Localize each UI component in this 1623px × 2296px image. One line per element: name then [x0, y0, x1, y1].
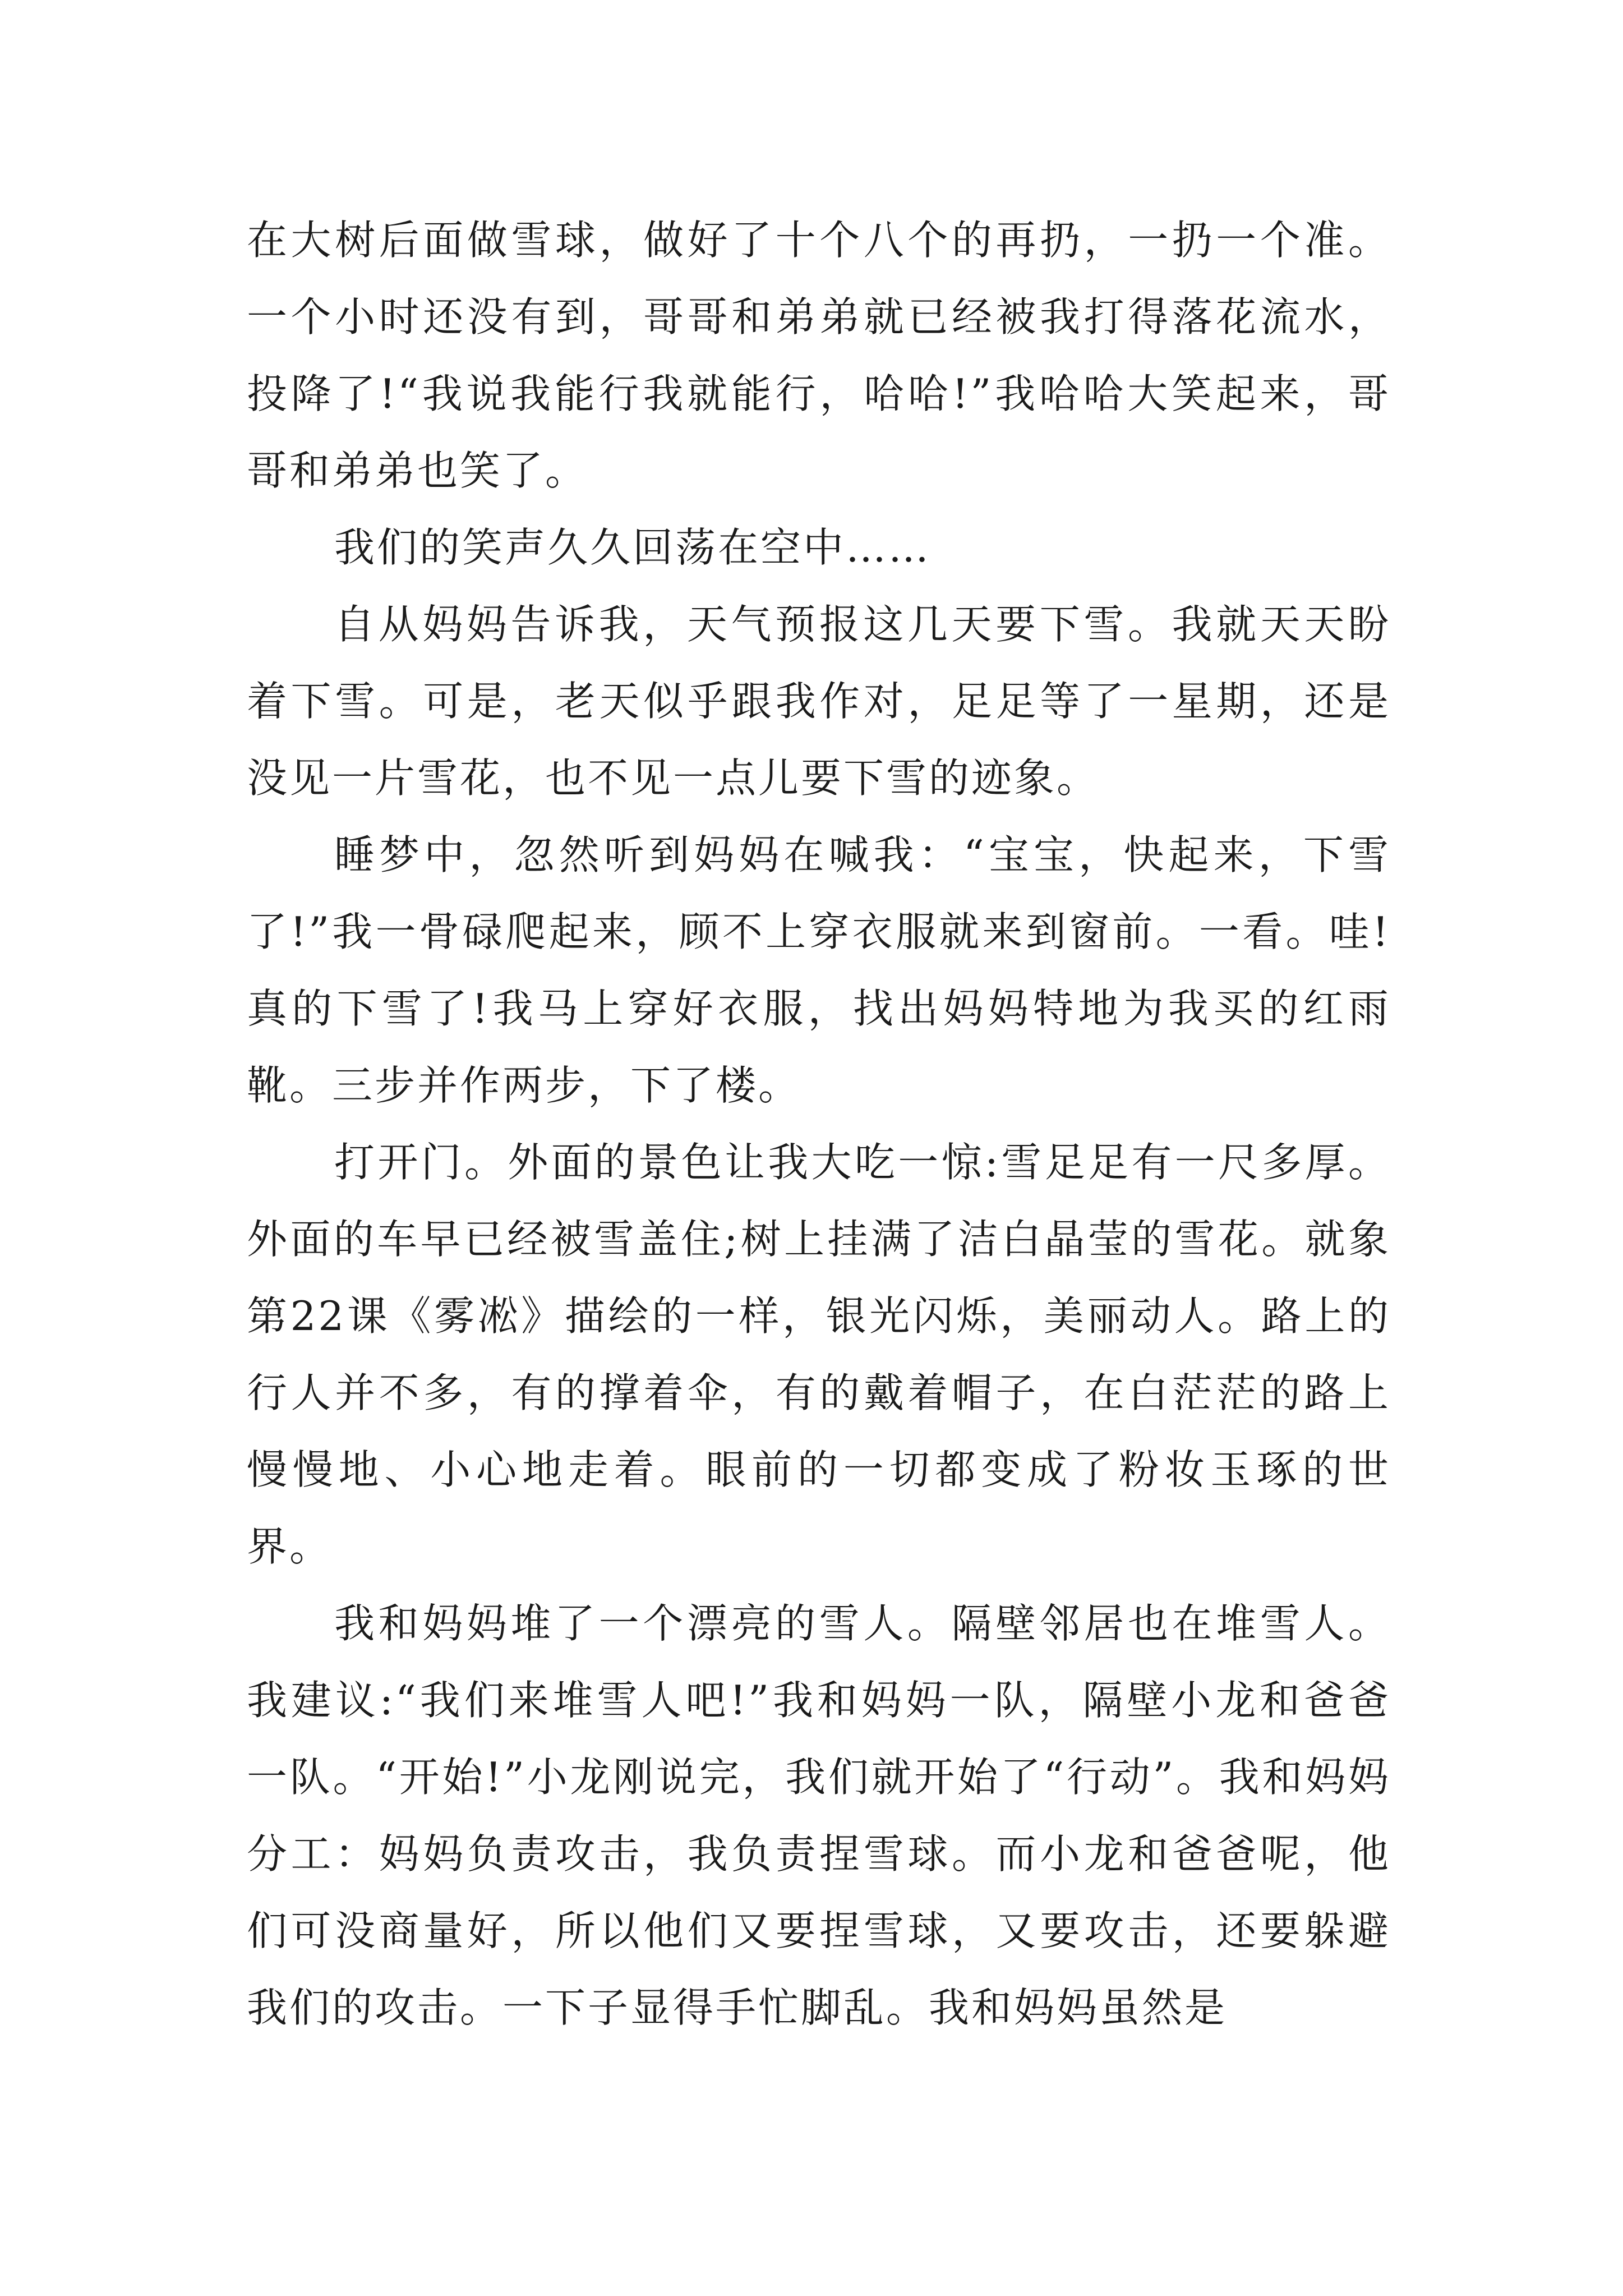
paragraph: 我和妈妈堆了一个漂亮的雪人。隔壁邻居也在堆雪人。我建议:“我们来堆雪人吧!”我和妈妈一队，隔壁小龙和爸爸一队。“开始!”小龙刚说完，我们就开始了“行动”。我和妈妈分工：妈妈负责攻击，我负责捏雪球。而小龙和爸爸呢，他们可没商量好，所以他们又要捏雪球，又要攻击，还要躲避我们的攻击。一下子显得手忙脚乱。我和妈妈虽然是	[247, 1600, 1391, 2031]
body-text	[247, 202, 1391, 2046]
paragraph: 我们的笑声久久回荡在空中……	[334, 524, 932, 571]
paragraph: 打开门。外面的景色让我大吃一惊:雪足足有一尺多厚。外面的车早已经被雪盖住;树上挂满了洁白晶莹的雪花。就象第22课《雾凇》描绘的一样，银光闪烁，美丽动人。路上的行人并不多，有的撑着伞，有的戴着帽子，在白茫茫的路上慢慢地、小心地走着。眼前的一切都变成了粉妆玉琢的世界。	[247, 1139, 1391, 1570]
paragraph: 睡梦中，忽然听到妈妈在喊我：“宝宝，快起来，下雪了!”我一骨碌爬起来，顾不上穿衣服就来到窗前。一看。哇!真的下雪了!我马上穿好衣服，找出妈妈特地为我买的红雨靴。三步并作两步，下了楼。	[247, 831, 1391, 1109]
paragraph-continuation: 在大树后面做雪球，做好了十个八个的再扔，一扔一个准。一个小时还没有到，哥哥和弟弟就已经被我打得落花流水，投降了!“我说我能行我就能行，哈哈!”我哈哈大笑起来，哥哥和弟弟也笑了。	[247, 217, 1391, 494]
paragraph: 自从妈妈告诉我，天气预报这几天要下雪。我就天天盼着下雪。可是，老天似乎跟我作对，足足等了一星期，还是没见一片雪花，也不见一点儿要下雪的迹象。	[247, 601, 1391, 802]
